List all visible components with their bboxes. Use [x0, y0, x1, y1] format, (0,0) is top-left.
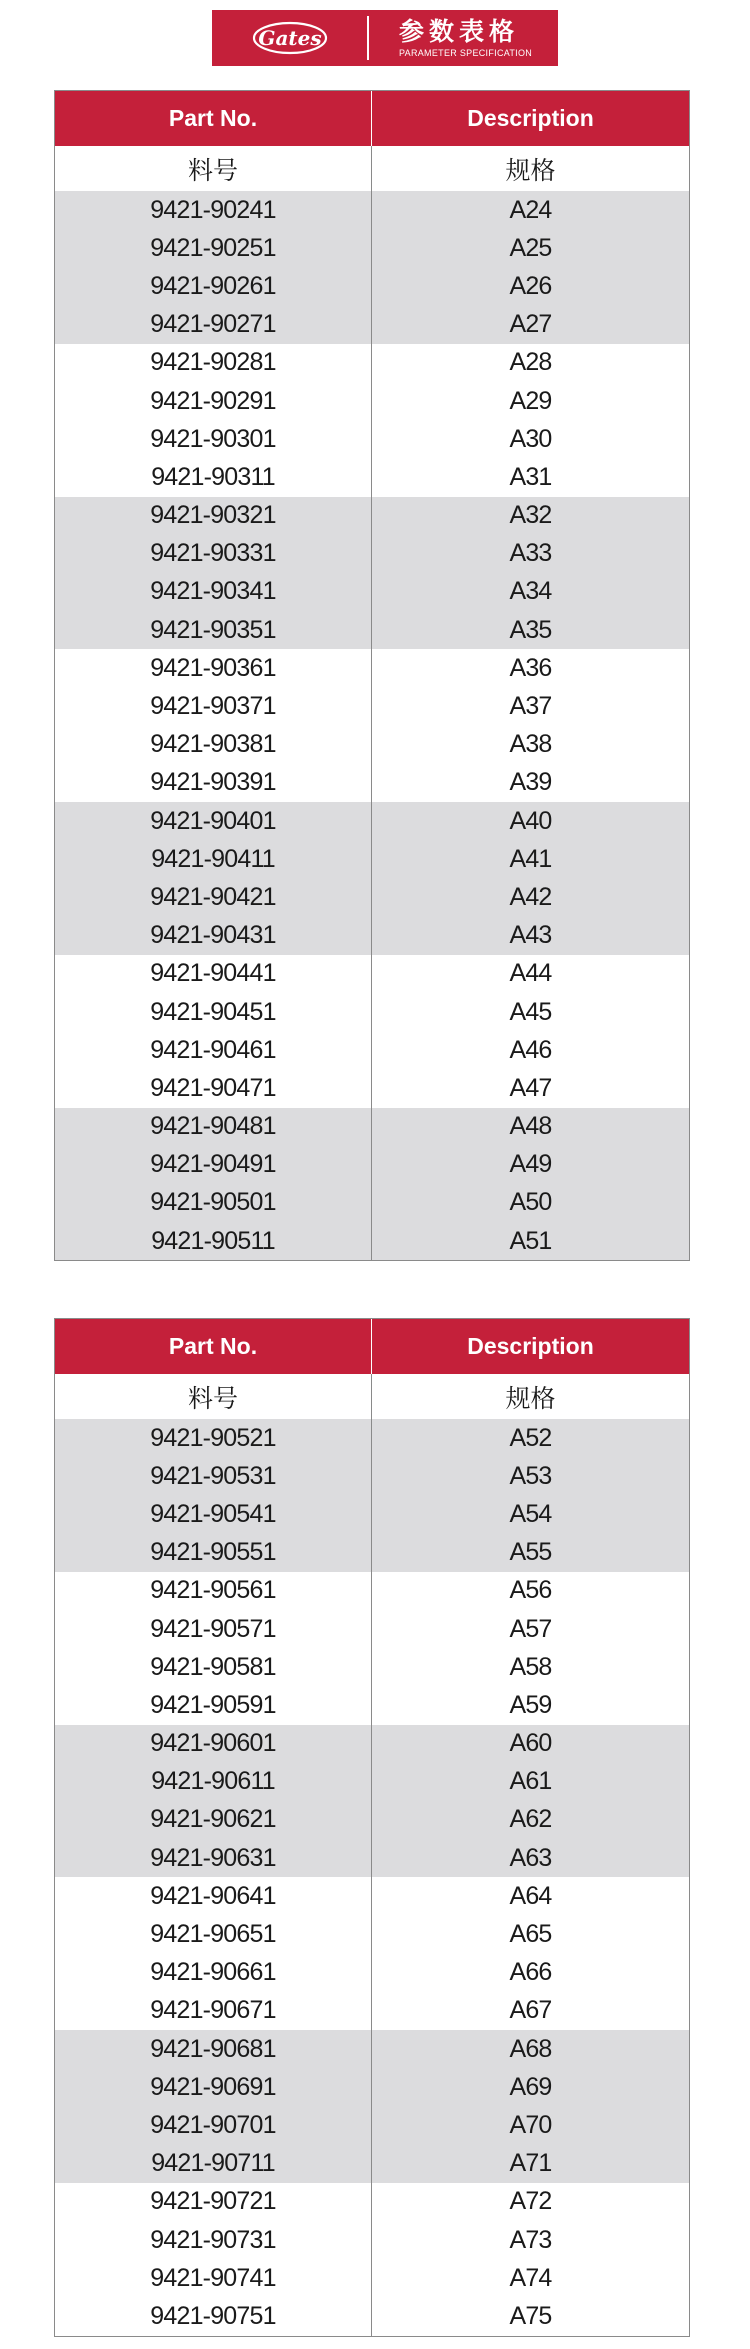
description-cell: A59 [509, 1690, 552, 1719]
table-subheader [55, 146, 689, 191]
table-row [55, 2221, 689, 2259]
description-cell: A34 [509, 577, 552, 606]
table-body [55, 191, 689, 1260]
description-cell: A74 [509, 2263, 552, 2292]
description-cell: A24 [509, 195, 552, 224]
table-row [55, 1877, 689, 1915]
part-number-cell: 9421-90321 [55, 497, 372, 535]
part-number-cell: 9421-90501 [55, 1184, 372, 1222]
table-row [55, 1686, 689, 1724]
part-number-cell: 9421-90641 [55, 1877, 372, 1915]
part-number-cell: 9421-90661 [55, 1954, 372, 1992]
part-number-cell: 9421-90631 [55, 1839, 372, 1877]
description-cell: A61 [509, 1767, 552, 1796]
part-number-cell: 9421-90411 [55, 840, 372, 878]
description-cell: A25 [509, 233, 552, 262]
part-number-cell: 9421-90441 [55, 955, 372, 993]
subheader-description: 规格 [505, 156, 556, 185]
table-row [55, 1457, 689, 1495]
banner-title: 参数表格 [399, 17, 520, 46]
table-row [55, 687, 689, 725]
description-cell: A75 [509, 2301, 552, 2330]
header-part-no: Part No. [55, 1319, 372, 1374]
parts-table-2 [54, 1318, 690, 2337]
subheader-part-no: 料号 [55, 1374, 372, 1419]
part-number-cell: 9421-90391 [55, 764, 372, 802]
part-number-cell: 9421-90431 [55, 917, 372, 955]
table-row [55, 2106, 689, 2144]
table-row [55, 1419, 689, 1457]
description-cell: A72 [509, 2187, 552, 2216]
table-row [55, 1222, 689, 1260]
part-number-cell: 9421-90511 [55, 1222, 372, 1260]
part-number-cell: 9421-90681 [55, 2030, 372, 2068]
table-row [55, 2297, 689, 2335]
description-cell: A41 [509, 844, 552, 873]
table-subheader [55, 1374, 689, 1419]
part-number-cell: 9421-90371 [55, 687, 372, 725]
description-cell: A42 [509, 882, 552, 911]
subheader-part-no: 料号 [55, 146, 372, 191]
part-number-cell: 9421-90541 [55, 1495, 372, 1533]
description-cell: A31 [509, 462, 552, 491]
table-row [55, 1495, 689, 1533]
part-number-cell: 9421-90261 [55, 267, 372, 305]
part-number-cell: 9421-90621 [55, 1801, 372, 1839]
description-cell: A48 [509, 1112, 552, 1141]
table-row [55, 1725, 689, 1763]
table-row [55, 1069, 689, 1107]
table-row [55, 1184, 689, 1222]
part-number-cell: 9421-90251 [55, 229, 372, 267]
table-row [55, 1648, 689, 1686]
table-header [55, 91, 689, 146]
part-number-cell: 9421-90241 [55, 191, 372, 229]
header-description: Description [467, 1333, 594, 1359]
table-row [55, 1534, 689, 1572]
description-cell: A39 [509, 768, 552, 797]
description-cell: A54 [509, 1499, 552, 1528]
table-row [55, 573, 689, 611]
table-row [55, 802, 689, 840]
table-row [55, 2259, 689, 2297]
description-cell: A64 [509, 1881, 552, 1910]
description-cell: A66 [509, 1958, 552, 1987]
table-body [55, 1419, 689, 2336]
table-header [55, 1319, 689, 1374]
part-number-cell: 9421-90611 [55, 1763, 372, 1801]
description-cell: A49 [509, 1150, 552, 1179]
description-cell: A65 [509, 1920, 552, 1949]
part-number-cell: 9421-90301 [55, 420, 372, 458]
description-cell: A63 [509, 1843, 552, 1872]
description-cell: A27 [509, 310, 552, 339]
description-cell: A38 [509, 730, 552, 759]
table-row [55, 344, 689, 382]
table-row [55, 306, 689, 344]
part-number-cell: 9421-90721 [55, 2183, 372, 2221]
table-row [55, 611, 689, 649]
description-cell: A36 [509, 653, 552, 682]
part-number-cell: 9421-90751 [55, 2297, 372, 2335]
table-row [55, 1031, 689, 1069]
part-number-cell: 9421-90361 [55, 649, 372, 687]
description-cell: A50 [509, 1188, 552, 1217]
table-row [55, 420, 689, 458]
part-number-cell: 9421-90531 [55, 1457, 372, 1495]
part-number-cell: 9421-90291 [55, 382, 372, 420]
table-row [55, 649, 689, 687]
table-row [55, 2183, 689, 2221]
table-row [55, 191, 689, 229]
description-cell: A52 [509, 1423, 552, 1452]
part-number-cell: 9421-90551 [55, 1534, 372, 1572]
part-number-cell: 9421-90351 [55, 611, 372, 649]
table-row [55, 2030, 689, 2068]
table-row [55, 1954, 689, 1992]
table-row [55, 497, 689, 535]
description-cell: A32 [509, 501, 552, 530]
table-row [55, 535, 689, 573]
description-cell: A45 [509, 997, 552, 1026]
subheader-description: 规格 [505, 1384, 556, 1413]
table-row [55, 2068, 689, 2106]
part-number-cell: 9421-90481 [55, 1108, 372, 1146]
description-cell: A37 [509, 692, 552, 721]
part-number-cell: 9421-90491 [55, 1146, 372, 1184]
description-cell: A28 [509, 348, 552, 377]
table-row [55, 764, 689, 802]
table-row [55, 1763, 689, 1801]
table-row [55, 458, 689, 496]
table-row [55, 1572, 689, 1610]
part-number-cell: 9421-90471 [55, 1069, 372, 1107]
table-row [55, 2145, 689, 2183]
table-row [55, 726, 689, 764]
table-row [55, 1992, 689, 2030]
header-banner [212, 10, 558, 66]
part-number-cell: 9421-90381 [55, 726, 372, 764]
part-number-cell: 9421-90451 [55, 993, 372, 1031]
description-cell: A30 [509, 424, 552, 453]
logo-text: Gates [257, 26, 322, 50]
banner-subtitle: PARAMETER SPECIFICATION [399, 47, 533, 58]
description-cell: A53 [509, 1461, 552, 1490]
part-number-cell: 9421-90461 [55, 1031, 372, 1069]
part-number-cell: 9421-90691 [55, 2068, 372, 2106]
table-row [55, 1146, 689, 1184]
table-row [55, 229, 689, 267]
table-row [55, 993, 689, 1031]
gates-logo-icon [250, 18, 330, 58]
table-row [55, 1839, 689, 1877]
part-number-cell: 9421-90401 [55, 802, 372, 840]
description-cell: A29 [509, 386, 552, 415]
part-number-cell: 9421-90521 [55, 1419, 372, 1457]
description-cell: A46 [509, 1035, 552, 1064]
table-row [55, 840, 689, 878]
description-cell: A62 [509, 1805, 552, 1834]
part-number-cell: 9421-90281 [55, 344, 372, 382]
gates-logo [212, 10, 367, 66]
part-number-cell: 9421-90711 [55, 2145, 372, 2183]
table-row [55, 267, 689, 305]
parts-table-1 [54, 90, 690, 1261]
description-cell: A67 [509, 1996, 552, 2025]
description-cell: A57 [509, 1614, 552, 1643]
description-cell: A35 [509, 615, 552, 644]
description-cell: A71 [509, 2149, 552, 2178]
description-cell: A33 [509, 539, 552, 568]
part-number-cell: 9421-90731 [55, 2221, 372, 2259]
description-cell: A47 [509, 1073, 552, 1102]
part-number-cell: 9421-90701 [55, 2106, 372, 2144]
description-cell: A58 [509, 1652, 552, 1681]
header-part-no: Part No. [55, 91, 372, 146]
part-number-cell: 9421-90271 [55, 306, 372, 344]
description-cell: A55 [509, 1538, 552, 1567]
table-row [55, 1801, 689, 1839]
part-number-cell: 9421-90581 [55, 1648, 372, 1686]
table-row [55, 1108, 689, 1146]
description-cell: A73 [509, 2225, 552, 2254]
table-row [55, 917, 689, 955]
part-number-cell: 9421-90651 [55, 1915, 372, 1953]
part-number-cell: 9421-90671 [55, 1992, 372, 2030]
part-number-cell: 9421-90421 [55, 878, 372, 916]
description-cell: A44 [509, 959, 552, 988]
description-cell: A69 [509, 2072, 552, 2101]
description-cell: A56 [509, 1576, 552, 1605]
table-row [55, 382, 689, 420]
description-cell: A70 [509, 2110, 552, 2139]
description-cell: A40 [509, 806, 552, 835]
table-row [55, 955, 689, 993]
part-number-cell: 9421-90571 [55, 1610, 372, 1648]
part-number-cell: 9421-90741 [55, 2259, 372, 2297]
part-number-cell: 9421-90311 [55, 458, 372, 496]
table-row [55, 1610, 689, 1648]
part-number-cell: 9421-90561 [55, 1572, 372, 1610]
header-description: Description [467, 105, 594, 131]
description-cell: A43 [509, 921, 552, 950]
part-number-cell: 9421-90601 [55, 1725, 372, 1763]
part-number-cell: 9421-90341 [55, 573, 372, 611]
table-row [55, 878, 689, 916]
description-cell: A68 [509, 2034, 552, 2063]
part-number-cell: 9421-90591 [55, 1686, 372, 1724]
description-cell: A60 [509, 1729, 552, 1758]
description-cell: A51 [509, 1226, 552, 1255]
table-row [55, 1915, 689, 1953]
part-number-cell: 9421-90331 [55, 535, 372, 573]
description-cell: A26 [509, 271, 552, 300]
